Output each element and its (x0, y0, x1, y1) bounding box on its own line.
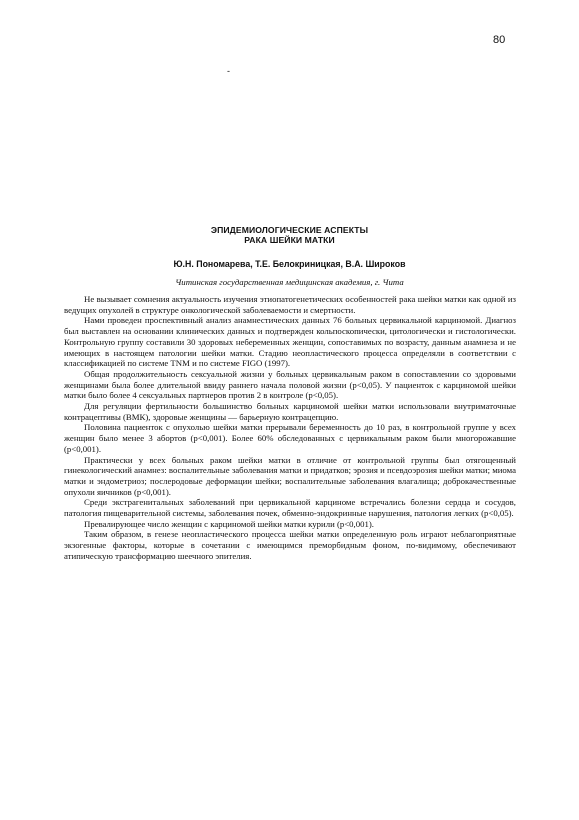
paragraph-smoking: Превалирующее число женщин с карциномой шейки матки курили (p<0,001). (84, 518, 374, 529)
paragraph-gynecologic-history: Практически у всех больных раком шейки матки в отличие от контрольной группы был отягощенный гинекологический анамнез: воспалительные заболевания матки и придатков; эрозия и псевдоэрозия шейки матки; миома матки и эндометриоз; послеродовые деформации шейки; воспалительные заболевания влагалища; доброкачественные опухоли яичников (p<0,001). (64, 454, 516, 497)
page-number: 80 (493, 34, 506, 46)
paragraph-pregnancy: Половина пациенток с опухолью шейки матки прерывали беременность до 10 раз, в контрольной группе у всех женщин было менее 3 абортов (p<0,001). Более 60% обследованных с цервикальным раком были многорожавшие (p<0,001). (64, 422, 516, 454)
paragraph-methods: Нами проведен проспективный анализ анамнестических данных 76 больных цервикальной карциномой. Диагноз был выставлен на основании клинических данных и подтвержден кольпоскопически, цитологически и гистологически. Контрольную группу составили 30 здоровых небеременных женщин, сопоставимых по возрасту, данным анамнеза и не имеющих в настоящем патологии шейки матки. Стадию неопластического процесса определяли в соответствии с классификацией по системе TNM и по системе FIGO (1997). (64, 315, 516, 369)
paragraph-sexual-life: Общая продолжительность сексуальной жизни у больных цервикальным раком в сопоставлении со здоровыми женщинами была более длительной ввиду раннего начала половой жизни (p<0,05). У пациенток с карциномой шейки матки было более 4 сексуальных партнеров против 2 в контроле (p<0,05). (64, 368, 516, 401)
article-affiliation: Читинская государственная медицинская академия, г. Чита (175, 277, 404, 287)
article-authors: Ю.Н. Пономарева, Т.Е. Белокриницкая, В.А. Широков (173, 259, 406, 269)
article-title-line-1: ЭПИДЕМИОЛОГИЧЕСКИЕ АСПЕКТЫ (210, 225, 369, 235)
paragraph-conclusion: Таким образом, в генезе неопластического процесса шейки матки определенную роль играют неблагоприятные экзогенные факторы, которые в сочетании с имеющимся преморбидным фоном, по-видимому, обеспечивают атипическую трансформацию шеечного эпителия. (64, 529, 516, 561)
stray-mark: - (227, 66, 230, 76)
article-body (64, 294, 516, 562)
paragraph-contraception: Для регуляции фертильности большинство больных карциномой шейки матки использовали внутриматочные контрацептивы (ВМК), здоровые женщины — барьерную контрацепцию. (64, 401, 516, 422)
paragraph-intro: Не вызывает сомнения актуальность изучения этиопатогенетических особенностей рака шейки матки как одной из ведущих опухолей в структуре онкологической заболеваемости и смертности. (64, 294, 516, 315)
article-title-line-2: РАКА ШЕЙКИ МАТКИ (244, 235, 335, 245)
paragraph-extragenital: Среди экстрагенитальных заболеваний при цервикальной карциноме встречались болезни сердца и сосудов, патология пищеварительной системы, заболевания почек, обменно-эндокринные нарушения, патология легких (p<0,05). (64, 497, 516, 519)
